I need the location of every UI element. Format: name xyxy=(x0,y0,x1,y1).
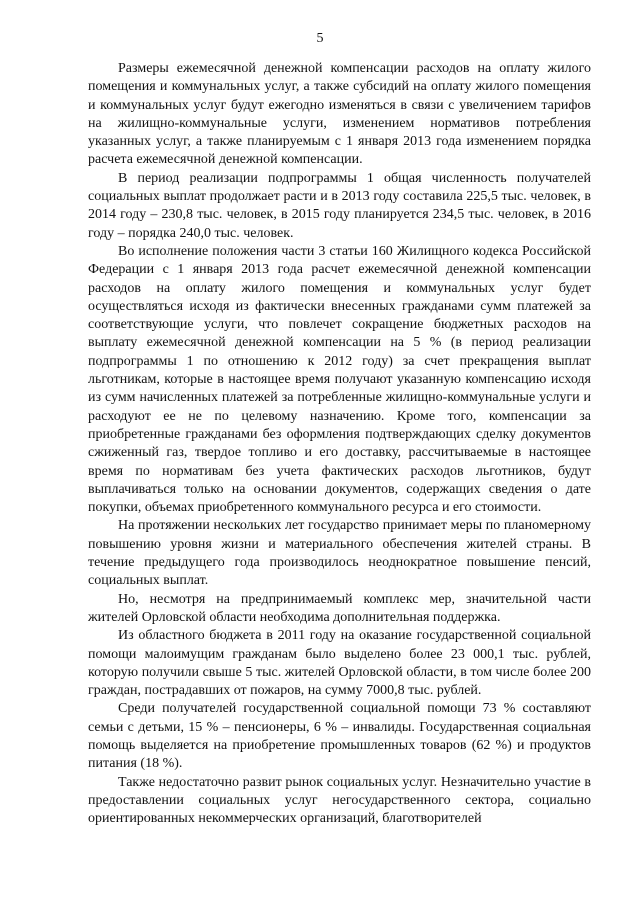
paragraph-housing-code: Во исполнение положения части 3 статьи 160 Жилищного кодекса Российской Федерации с 1 января 2013 года расчет ежемесячной денежной компенсации расходов на оплату жилого помещения и коммунальных услуг будет осуществляться исходя из фактически внесенных гражданами сумм платежей за соответствующие услуги, что повлечет сокращение бюджетных расходов на выплату ежемесячной денежной компенсации на 5 % (в период реализации подпрограммы 1 по отношению к 2012 году) за счет прекращения выплат льготникам, которые в настоящее время получают указанную компенсацию исходя из сумм начисленных платежей за потребленные жилищно-коммунальные услуги и расходуют ее не по целевому назначению. Кроме того, компенсации за приобретенные гражданами без оформления подтверждающих сделку документов сжиженный газ, твердое топливо и его доставку, рассчитываемые в настоящее время по нормативам без учета фактических расходов льготников, будут выплачиваться только на основании документов, содержащих сведения о дате покупки, объемах приобретенного коммунального ресурса и его стоимости. xyxy=(88,243,591,516)
paragraph-recipient-structure: Среди получателей государственной социальной помощи 73 % составляют семьи с детьми, 15 % – пенсионеры, 6 % – инвалиды. Государственная социальная помощь выделяется на приобретение промышленных товаров (62 %) и продуктов питания (18 %). xyxy=(88,701,591,772)
paragraph-recipients-count: В период реализации подпрограммы 1 общая численность получателей социальных выплат продолжает расти и в 2013 году составила 225,5 тыс. человек, в 2014 году – 230,8 тыс. человек, в 2015 году планируется 234,5 тыс. человек, в 2016 году – порядка 240,0 тыс. человек. xyxy=(88,170,591,241)
page-number: 5 xyxy=(316,31,324,46)
paragraph-regional-budget: Из областного бюджета в 2011 году на оказание государственной социальной помощи малоимущим гражданам было выделено более 23 000,1 тыс. рублей, которую получили свыше 5 тыс. жителей Орловской области, в том числе более 200 граждан, пострадавших от пожаров, на сумму 7000,8 тыс. рублей. xyxy=(88,628,591,699)
body-text xyxy=(88,60,591,828)
paragraph-additional-support: Но, несмотря на предпринимаемый комплекс мер, значительной части жителей Орловской области необходима дополнительная поддержка. xyxy=(88,591,591,625)
paragraph-compensation-changes: Размеры ежемесячной денежной компенсации расходов на оплату жилого помещения и коммунальных услуг, а также субсидий на оплату жилого помещения и коммунальных услуг будут ежегодно изменяться в связи с увеличением тарифов на жилищно-коммунальные услуги, изменением нормативов потребления указанных услуг, а также планируемым с 1 января 2013 года изменением порядка расчета ежемесячной денежной компенсации. xyxy=(88,61,591,168)
paragraph-state-measures: На протяжении нескольких лет государство принимает меры по планомерному повышению уровня жизни и материального обеспечения жителей страны. В течение предыдущего года производилось неоднократное повышение пенсий, социальных выплат. xyxy=(88,518,591,589)
paragraph-social-services-market: Также недостаточно развит рынок социальных услуг. Незначительно участие в предоставлении социальных услуг негосударственного сектора, социально ориентированных некоммерческих организаций, благотворителей xyxy=(88,774,591,827)
